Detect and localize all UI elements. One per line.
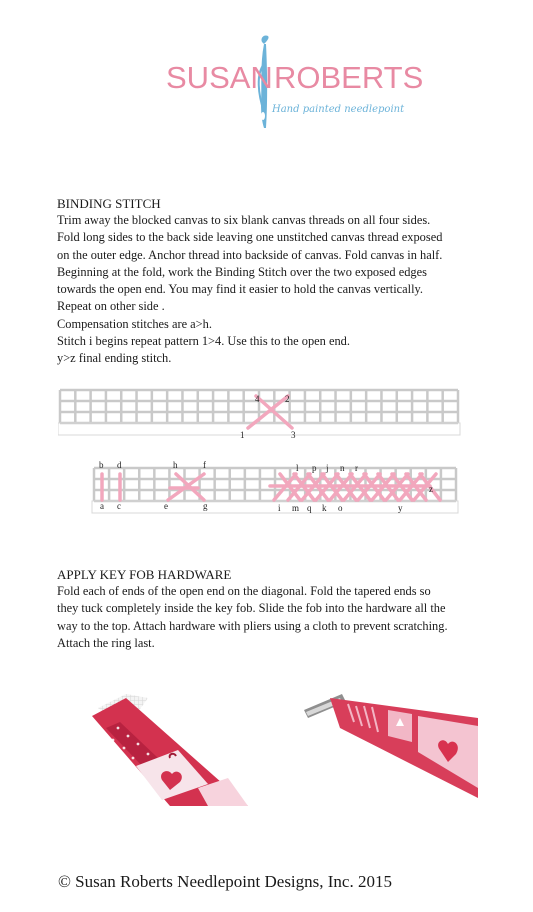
instruction-line: Stitch i begins repeat pattern 1>4. Use this to the open end. — [57, 334, 350, 349]
instruction-line: Repeat on other side . — [57, 299, 165, 314]
diagram-label: o — [338, 503, 343, 513]
diagram-label: k — [322, 503, 327, 513]
canvas-edge — [92, 501, 458, 513]
diagram-label: l — [296, 463, 299, 473]
diagram-label: q — [307, 503, 312, 513]
copyright-footer: © Susan Roberts Needlepoint Designs, Inc. 2015 — [58, 872, 392, 891]
instruction-line: way to the top. Attach hardware with pliers using a cloth to prevent scratching. — [57, 618, 448, 633]
diagram-label: d — [117, 460, 122, 470]
diagram-label: 2 — [285, 394, 290, 404]
key-fob-instructions — [57, 583, 487, 652]
diagram-label: 1 — [240, 430, 245, 440]
key-fob-photo-left — [58, 688, 248, 806]
diagram-label: a — [100, 501, 104, 511]
binding-stitch-diagram — [58, 388, 478, 538]
instruction-line: Attach the ring last. — [57, 635, 155, 650]
instruction-line: they tuck completely inside the key fob. Slide the fob into the hardware all the — [57, 601, 446, 616]
instruction-line: towards the open end. You may find it easier to hold the canvas vertically. — [57, 282, 424, 297]
diagram-label: r — [355, 463, 358, 473]
diagram-label: g — [203, 501, 208, 511]
diagram-label: 4 — [255, 394, 260, 404]
diagram-label: z — [429, 484, 433, 494]
key-fob-photo-right — [300, 688, 478, 806]
brand-tagline: Hand painted needlepoint — [272, 104, 405, 115]
diagram-label: n — [340, 463, 345, 473]
diagram-label: b — [99, 460, 104, 470]
diagram-label: 3 — [291, 430, 296, 440]
instruction-line: Compensation stitches are a>h. — [57, 316, 212, 331]
brand-logo — [160, 30, 424, 140]
diagram-label: i — [278, 503, 281, 513]
instruction-line: y>z final ending stitch. — [57, 351, 172, 366]
diagram-label: y — [398, 503, 403, 513]
diagram-label: h — [173, 460, 178, 470]
instruction-line: Beginning at the fold, work the Binding Stitch over the two exposed edges — [57, 264, 427, 279]
diagram-label: p — [312, 463, 317, 473]
canvas-edge — [58, 423, 460, 435]
instruction-line: Fold each of ends of the open end on the diagonal. Fold the tapered ends so — [57, 584, 431, 598]
diagram-label: e — [164, 501, 168, 511]
diagram-label: j — [326, 463, 329, 473]
instruction-line: on the outer edge. Anchor thread into backside of canvas. Fold canvas in half. — [57, 247, 443, 262]
diagram-label: f — [203, 460, 206, 470]
binding-stitch-instructions — [57, 212, 487, 368]
diagram-label: m — [292, 503, 300, 513]
brand-name-left: SUSAN — [166, 60, 273, 95]
binding-stitch-title: BINDING STITCH — [57, 196, 161, 211]
instruction-line: Fold long sides to the back side leaving one unstitched canvas thread exposed — [57, 230, 443, 245]
instruction-line: Trim away the blocked canvas to six blank canvas threads on all four sides. — [57, 213, 431, 227]
key-fob-title: APPLY KEY FOB HARDWARE — [57, 567, 232, 582]
diagram-label: c — [117, 501, 121, 511]
brand-name-right: ROBERTS — [274, 60, 424, 95]
